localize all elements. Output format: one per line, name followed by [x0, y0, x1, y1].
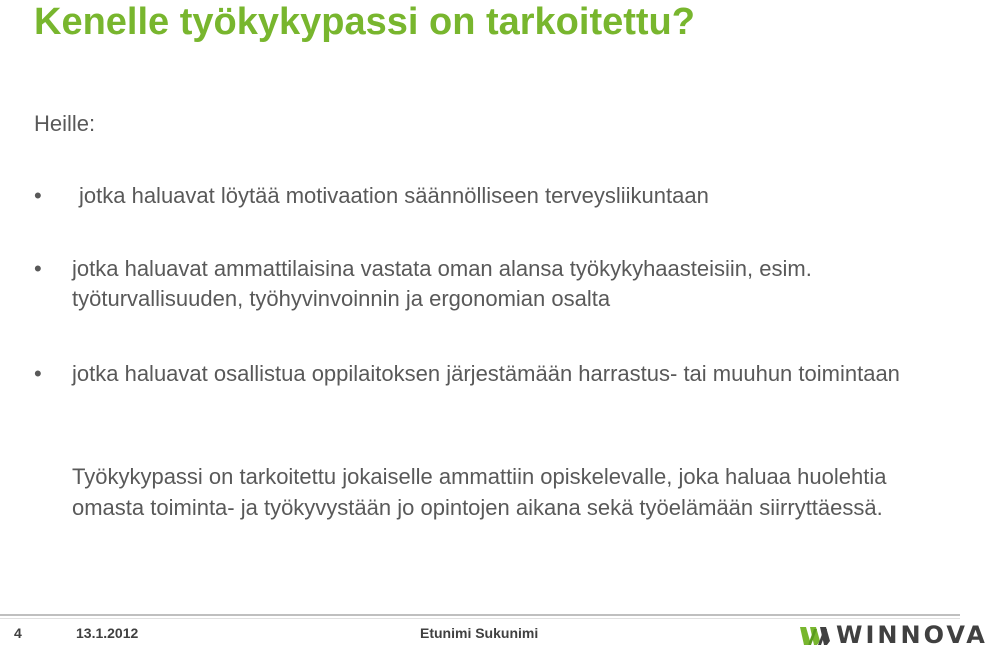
bullet-item — [34, 359, 934, 389]
footer-divider — [0, 614, 960, 616]
intro-text: Heille: — [34, 111, 96, 136]
footer-divider-thin — [0, 618, 960, 619]
winnova-logo — [798, 621, 988, 649]
footer-author: Etunimi Sukunimi — [420, 625, 539, 641]
winnova-w-logo-icon — [798, 621, 836, 649]
summary-paragraph: Työkykypassi on tarkoitettu jokaiselle ammattiin opiskelevalle, joka haluaa huolehtia omasta toiminta- ja työkyvystään jo opintojen aikana sekä työelämään siirryttäessä. — [72, 464, 887, 520]
bullet-icon: • — [34, 361, 42, 386]
logo-text: WINNOVA — [836, 621, 988, 649]
footer-date: 13.1.2012 — [76, 625, 139, 641]
bullet-text: jotka haluavat osallistua oppilaitoksen järjestämään harrastus- tai muuhun toimintaan — [72, 361, 900, 386]
bullet-text: jotka haluavat ammattilaisina vastata oman alansa työkykyhaasteisiin, esim. työturvallisuuden, työhyvinvoinnin ja ergonomian osalta — [72, 256, 812, 311]
bullet-icon: • — [34, 256, 42, 281]
bullet-icon: • — [34, 183, 42, 208]
bullet-item — [34, 181, 934, 211]
page-number: 4 — [14, 625, 22, 641]
bullet-text: jotka haluavat löytää motivaation säännölliseen terveysliikuntaan — [79, 183, 709, 208]
slide-title: Kenelle työkykypassi on tarkoitettu? — [34, 1, 695, 43]
bullet-item — [34, 254, 934, 314]
